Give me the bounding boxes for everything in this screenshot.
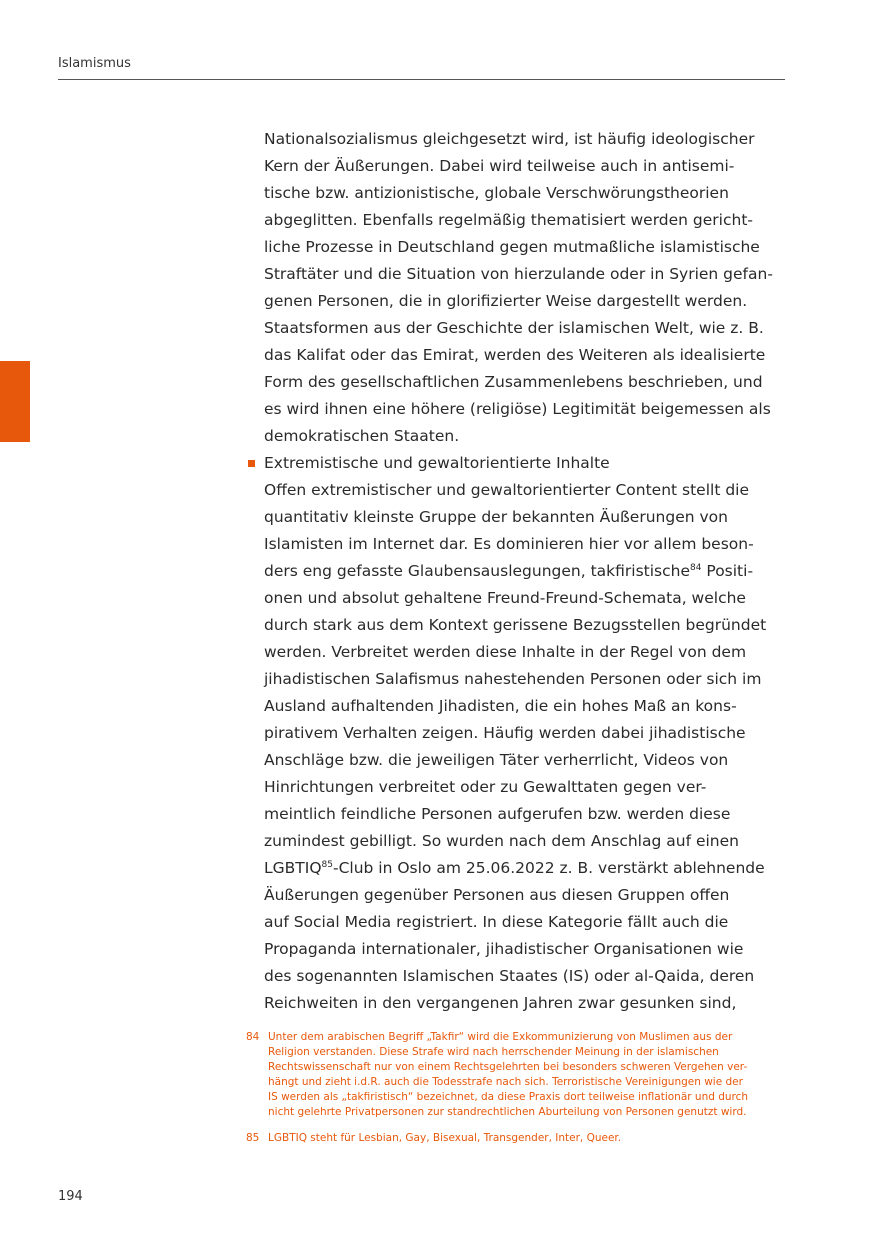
footnote-ref-84[interactable]: 84 xyxy=(690,563,702,573)
text-line: demokratischen Staaten. xyxy=(264,427,460,445)
text-line: Hinrichtungen verbreitet oder zu Gewalttaten gegen ver- xyxy=(264,778,707,796)
text-line: Reichweiten in den vergangenen Jahren zwar gesunken sind, xyxy=(264,994,737,1012)
footnote-line: LGBTIQ steht für Lesbian, Gay, Bisexual, Transgender, Inter, Queer. xyxy=(268,1132,622,1144)
text-line: abgeglitten. Ebenfalls regelmäßig thematisiert werden gericht- xyxy=(264,211,753,229)
footnote-85 xyxy=(246,1131,786,1146)
text-line: durch stark aus dem Kontext gerissene Bezugsstellen begründet xyxy=(264,616,767,634)
bullet-heading: Extremistische und gewaltorientierte Inhalte xyxy=(264,454,610,472)
text-line: pirativem Verhalten zeigen. Häufig werden dabei jihadistische xyxy=(264,724,746,742)
text-line: Offen extremistischer und gewaltorientierter Content stellt die xyxy=(264,481,750,499)
text-segment: Positi- xyxy=(701,562,754,580)
text-line: Staatsformen aus der Geschichte der islamischen Welt, wie z. B. xyxy=(264,319,764,337)
text-line: Kern der Äußerungen. Dabei wird teilweise auch in antisemi- xyxy=(264,157,735,175)
footnote-number: 85 xyxy=(246,1132,260,1144)
text-line: das Kalifat oder das Emirat, werden des Weiteren als idealisierte xyxy=(264,346,766,364)
footnote-line: nicht gelehrte Privatpersonen zur standrechtlichen Aburteilung von Personen genutzt wird. xyxy=(268,1106,747,1118)
text-line: Straftäter und die Situation von hierzulande oder in Syrien gefan- xyxy=(264,265,773,283)
text-line: liche Prozesse in Deutschland gegen mutmaßliche islamistische xyxy=(264,238,760,256)
footnote-line: hängt und zieht i.d.R. auch die Todesstrafe nach sich. Terroristische Vereinigungen wie der xyxy=(268,1076,743,1088)
footnote-line: IS werden als „takfiristisch“ bezeichnet, da diese Praxis dort teilweise inflationär und durch xyxy=(268,1091,749,1103)
text-line: onen und absolut gehaltene Freund-Freund-Schemata, welche xyxy=(264,589,746,607)
text-line: zumindest gebilligt. So wurden nach dem Anschlag auf einen xyxy=(264,832,739,850)
text-segment: LGBTIQ xyxy=(264,859,322,877)
text-segment: ders eng gefasste Glaubensauslegungen, takfiristische xyxy=(264,562,691,580)
text-line: Form des gesellschaftlichen Zusammenlebens beschrieben, und xyxy=(264,373,763,391)
footnote-line: Unter dem arabischen Begriff „Takfir“ wird die Exkommunizierung von Muslimen aus der xyxy=(268,1031,733,1043)
text-line: es wird ihnen eine höhere (religiöse) Legitimität beigemessen als xyxy=(264,400,771,418)
bullet-item xyxy=(264,450,794,477)
text-line: Anschläge bzw. die jeweiligen Täter verherrlicht, Videos von xyxy=(264,751,729,769)
bullet-square-icon xyxy=(248,460,255,467)
text-line: meintlich feindliche Personen aufgerufen bzw. werden diese xyxy=(264,805,731,823)
text-line: Propaganda internationaler, jihadistischer Organisationen wie xyxy=(264,940,744,958)
footnotes xyxy=(246,1030,786,1146)
text-line xyxy=(264,558,794,585)
text-line: Ausland aufhaltenden Jihadisten, die ein hohes Maß an kons- xyxy=(264,697,737,715)
text-line: Nationalsozialismus gleichgesetzt wird, ist häufig ideologischer xyxy=(264,130,755,148)
footnote-number: 84 xyxy=(246,1031,260,1043)
text-line: auf Social Media registriert. In diese Kategorie fällt auch die xyxy=(264,913,729,931)
footnote-line: Rechtswissenschaft nur von einem Rechtsgelehrten bei besonders schweren Vergehen ver- xyxy=(268,1061,748,1073)
paragraph-1 xyxy=(264,126,794,450)
text-line: genen Personen, die in glorifizierter Weise dargestellt werden. xyxy=(264,292,748,310)
running-head: Islamismus xyxy=(58,56,131,71)
header-rule xyxy=(58,79,785,80)
body-text xyxy=(264,126,794,1017)
footnote-ref-85[interactable]: 85 xyxy=(321,860,333,870)
text-line: tische bzw. antizionistische, globale Verschwörungstheorien xyxy=(264,184,729,202)
text-line: Islamisten im Internet dar. Es dominieren hier vor allem beson- xyxy=(264,535,754,553)
chapter-side-tab xyxy=(0,361,30,442)
text-line: Äußerungen gegenüber Personen aus diesen Gruppen offen xyxy=(264,886,730,904)
page-number: 194 xyxy=(58,1189,83,1204)
text-line: quantitativ kleinste Gruppe der bekannten Äußerungen von xyxy=(264,508,728,526)
text-line: werden. Verbreitet werden diese Inhalte in der Regel von dem xyxy=(264,643,747,661)
text-line: des sogenannten Islamischen Staates (IS) oder al-Qaida, deren xyxy=(264,967,755,985)
footnote-84 xyxy=(246,1030,786,1120)
footnote-line: Religion verstanden. Diese Strafe wird nach herrschender Meinung in der islamischen xyxy=(268,1046,719,1058)
text-line xyxy=(264,855,794,882)
text-line: jihadistischen Salafismus nahestehenden Personen oder sich im xyxy=(264,670,762,688)
paragraph-2 xyxy=(264,477,794,1017)
text-segment: -Club in Oslo am 25.06.2022 z. B. verstärkt ablehnende xyxy=(332,859,765,877)
